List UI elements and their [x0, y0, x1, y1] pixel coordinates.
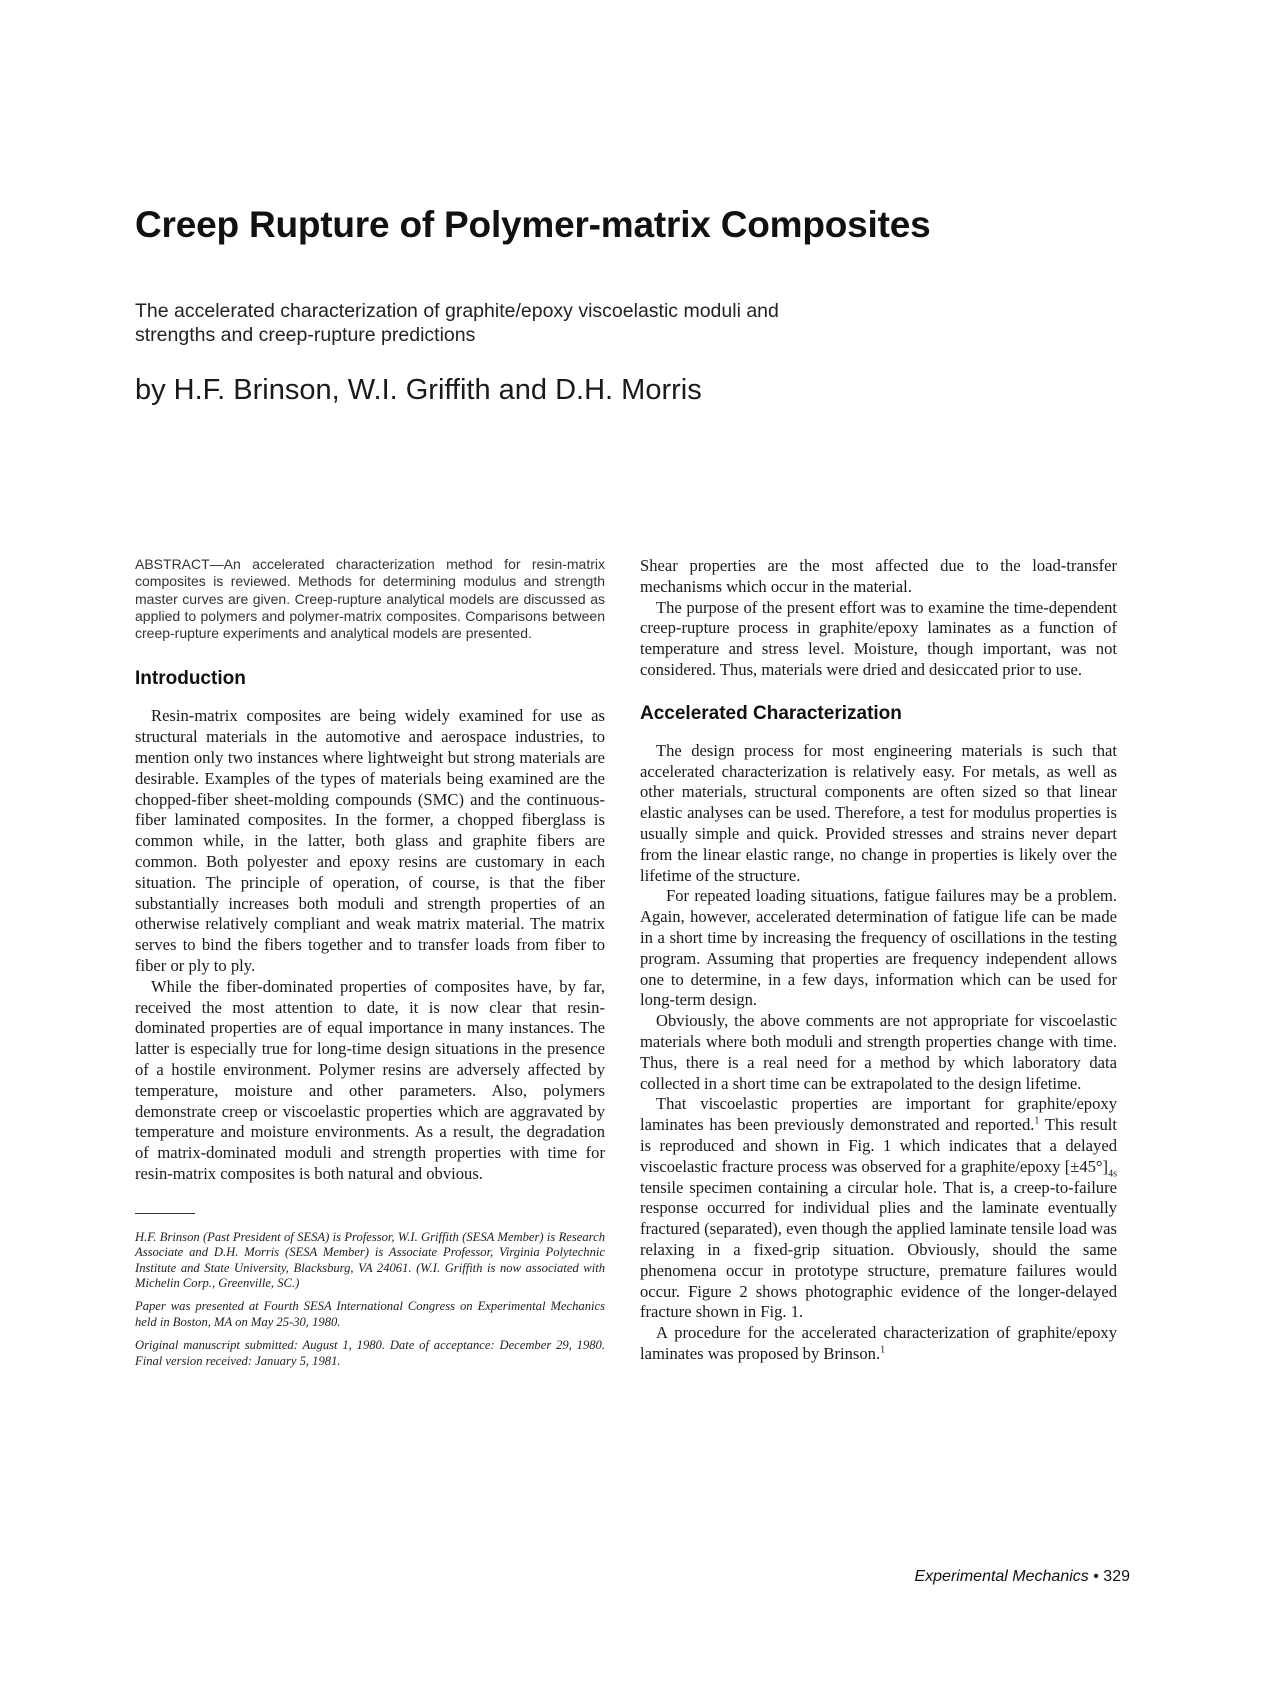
article-title: Creep Rupture of Polymer-matrix Composites: [135, 204, 931, 245]
accel-paragraph-2: For repeated loading situations, fatigue failures may be a problem. Again, however, accelerated determination of fatigue life can be made in a short time by increasing the frequency of oscillations in the testing program. Assuming that properties are frequency independent allows one to determine, in a few days, information which can be used for long-term design.: [640, 886, 1117, 1010]
intro-paragraph-3: Shear properties are the most affected due to the load-transfer mechanisms which occur in the material.: [640, 556, 1117, 596]
citation-ref: 1: [1034, 1115, 1040, 1127]
footer-bullet: •: [1093, 1568, 1099, 1585]
journal-name: Experimental Mechanics: [914, 1568, 1089, 1585]
accel-paragraph-4: [640, 1094, 1117, 1323]
accel-paragraph-3: Obviously, the above comments are not appropriate for viscoelastic materials where both moduli and strength properties change with time. Thus, there is a real need for a method by which laboratory data collected in a short time can be extrapolated to the design lifetime.: [640, 1011, 1117, 1093]
article-subtitle: The accelerated characterization of graphite/epoxy viscoelastic moduli and strengths and creep-rupture predictions: [135, 300, 779, 346]
intro-paragraph-4: The purpose of the present effort was to examine the time-dependent creep-rupture process in graphite/epoxy laminates as a function of temperature and stress level. Moisture, though important, was not considered. Thus, materials were dried and desiccated prior to use.: [640, 597, 1117, 679]
accel-paragraph-5: [640, 1323, 1117, 1365]
page-number: 329: [1103, 1568, 1130, 1585]
laminate-subscript: 4s: [1108, 1168, 1117, 1180]
footnote-dates: Original manuscript submitted: August 1, 1980. Date of acceptance: December 29, 1980. Final version received: January 5, 1981.: [135, 1338, 605, 1368]
intro-paragraph-1: Resin-matrix composites are being widely examined for use as structural materials in the automotive and aerospace industries, to mention only two instances where lightweight but strong materials are desirable. Examples of the types of materials being examined are the chopped-fiber sheet-molding compounds (SMC) and the continuous-fiber laminated composites. In the former, a chopped fiberglass is common while, in the latter, both glass and graphite fibers are common. Both polyester and epoxy resins are customary in each situation. The principle of operation, of course, is that the fiber substantially increases both moduli and strength properties of an otherwise relatively compliant and weak matrix material. The matrix serves to bind the fibers together and to transfer loads from fiber to fiber or ply to ply.: [135, 706, 605, 976]
intro-paragraph-2: While the fiber-dominated properties of composites have, by far, received the most attention to date, it is now clear that resin-dominated properties are of equal importance in many instances. The latter is especially true for long-time design situations in the presence of a hostile environment. Polymer resins are adversely affected by temperature, moisture and other parameters. Also, polymers demonstrate creep or viscoelastic properties which are aggravated by temperature and moisture environments. As a result, the degradation of matrix-dominated moduli and strength properties with time for resin-matrix composites is both natural and obvious.: [135, 976, 605, 1184]
accel-paragraph-1: The design process for most engineering materials is such that accelerated characterization is relatively easy. For metals, as well as other materials, structural components are often sized so that linear elastic analyses can be used. Therefore, a test for modulus properties is usually simple and quick. Provided stresses and strains never depart from the linear elastic range, no change in properties is likely over the lifetime of the structure.: [640, 740, 1117, 885]
footnote-presentation: Paper was presented at Fourth SESA International Congress on Experimental Mechanics held in Boston, MA on May 25-30, 1980.: [135, 1299, 605, 1329]
abstract: ABSTRACT—An accelerated characterization method for resin-matrix composites is reviewed. Methods for determining modulus and strength master curves are given. Creep-rupture analytical models are discussed as applied to polymers and polymer-matrix composites. Comparisons between creep-rupture experiments and analytical models are presented.: [135, 556, 605, 642]
accel-p4-part-3: tensile specimen containing a circular hole. That is, a creep-to-failure response occurred for individual plies and the laminate eventually fractured (separated), even though the applied laminate tensile load was relaxing in a fixed-grip situation. Obviously, should the same phenomena occur in prototype structure, premature failures would occur. Figure 2 shows photographic evidence of the longer-delayed fracture shown in Fig. 1.: [640, 1177, 1117, 1322]
accelerated-heading: Accelerated Characterization: [640, 702, 902, 724]
article-authors: by H.F. Brinson, W.I. Griffith and D.H. Morris: [135, 374, 702, 406]
accel-p5-text: A procedure for the accelerated characterization of graphite/epoxy laminates was proposed by Brinson.: [640, 1323, 1117, 1363]
introduction-heading: Introduction: [135, 668, 246, 690]
page-footer: [914, 1568, 1130, 1586]
footnote-rule: [135, 1213, 195, 1214]
left-column: [135, 556, 605, 1369]
citation-ref: 1: [880, 1344, 886, 1356]
accel-p4-part-1: That viscoelastic properties are important for graphite/epoxy laminates has been previously demonstrated and reported.: [640, 1094, 1117, 1135]
accel-p4-part-2: This result is reproduced and shown in Fig. 1 which indicates that a delayed viscoelastic fracture process was observed for a graphite/epoxy [±45°]: [640, 1115, 1117, 1176]
footnote-authors: H.F. Brinson (Past President of SESA) is Professor, W.I. Griffith (SESA Member) is Research Associate and D.H. Morris (SESA Member) is Associate Professor, Virginia Polytechnic Institute and State University, Blacksburg, VA 24061. (W.I. Griffith is now associated with Michelin Corp., Greenville, SC.): [135, 1229, 605, 1291]
right-column: [640, 556, 1117, 1365]
